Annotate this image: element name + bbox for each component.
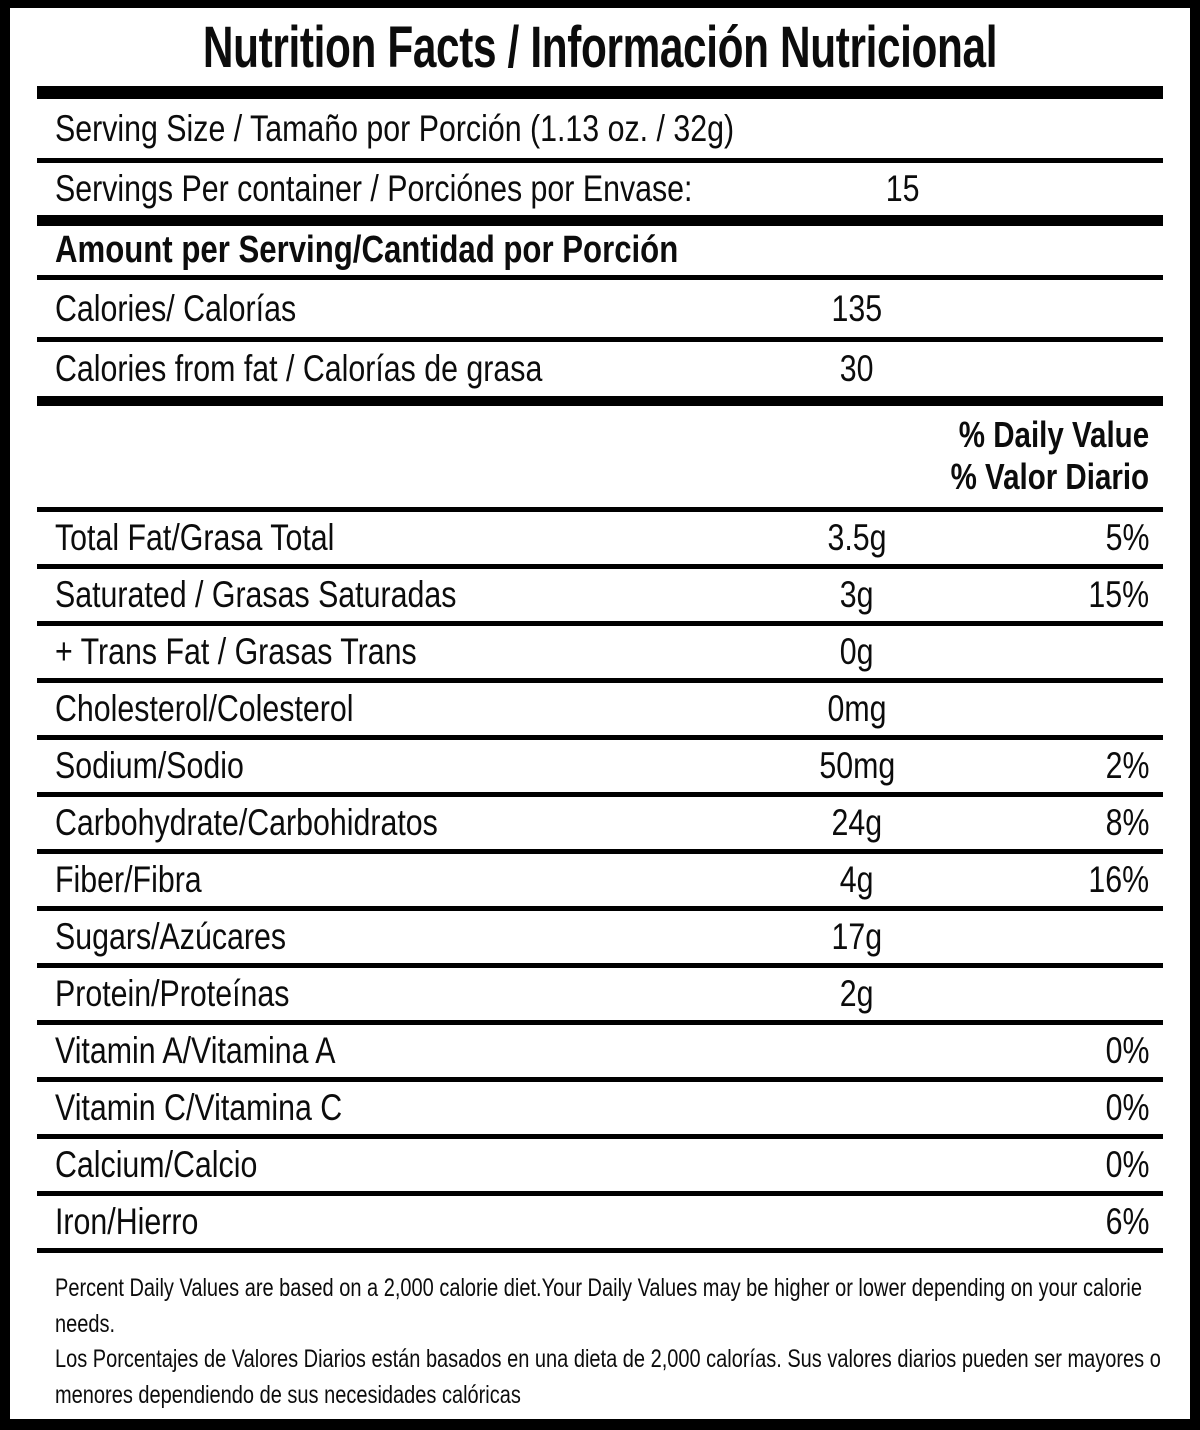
nutrient-amount-cell <box>787 1144 927 1186</box>
nutrient-amount-cell <box>787 916 927 958</box>
calories-from-fat-value: 30 <box>840 348 874 389</box>
nutrient-row <box>37 854 1163 911</box>
nutrient-label: Sodium/Sodio <box>55 745 244 786</box>
nutrient-amount-cell <box>787 688 927 730</box>
nutrient-amount: 0g <box>840 631 874 672</box>
servings-per-container-value: 15 <box>885 168 920 209</box>
title-divider-bar <box>37 86 1163 99</box>
nutrient-daily-value-cell <box>927 1201 1163 1243</box>
servings-per-container-cell <box>37 168 832 210</box>
nutrient-daily-value-cell <box>927 745 1163 787</box>
label-title-row <box>37 8 1163 86</box>
servings-per-container-row <box>37 163 1163 226</box>
nutrient-daily-value-cell <box>927 631 1163 673</box>
nutrient-amount-cell <box>787 517 927 559</box>
nutrient-daily-value-cell <box>927 916 1163 958</box>
nutrient-daily-value-cell <box>927 1144 1163 1186</box>
nutrient-row <box>37 1025 1163 1082</box>
nutrient-label: Vitamin C/Vitamina C <box>55 1087 343 1128</box>
nutrient-amount-cell <box>787 574 927 616</box>
nutrient-label-cell <box>37 916 787 958</box>
nutrient-label: Saturated / Grasas Saturadas <box>55 574 457 615</box>
nutrient-row <box>37 626 1163 683</box>
nutrient-amount-cell <box>787 973 927 1015</box>
nutrient-label-cell <box>37 1201 787 1243</box>
nutrient-label: Fiber/Fibra <box>55 859 202 900</box>
nutrient-row <box>37 512 1163 569</box>
nutrient-row <box>37 569 1163 626</box>
nutrient-label: Cholesterol/Colesterol <box>55 688 354 729</box>
nutrient-amount-cell <box>787 859 927 901</box>
nutrient-label-cell <box>37 973 787 1015</box>
serving-size-cell <box>37 108 883 150</box>
nutrient-daily-value: 8% <box>1105 802 1149 843</box>
nutrient-daily-value: 16% <box>1088 859 1149 900</box>
nutrient-daily-value-cell <box>927 517 1163 559</box>
calories-row <box>37 280 1163 342</box>
amount-per-serving-heading-cell <box>37 229 815 272</box>
nutrient-daily-value: 2% <box>1105 745 1149 786</box>
nutrient-amount-cell <box>787 1087 927 1129</box>
serving-size-row <box>37 99 1163 163</box>
amount-per-serving-heading: Amount per Serving/Cantidad por Porción <box>55 229 679 271</box>
calories-label: Calories/ Calorías <box>55 287 297 329</box>
nutrient-row <box>37 911 1163 968</box>
label-title: Nutrition Facts / Información Nutricional <box>202 14 998 80</box>
nutrient-label-cell <box>37 574 787 616</box>
nutrient-daily-value: 15% <box>1088 574 1149 615</box>
calories-from-fat-label: Calories from fat / Calorías de grasa <box>55 348 543 389</box>
nutrient-amount-cell <box>787 802 927 844</box>
serving-size-label: Serving Size / Tamaño por Porción (1.13 oz. / 32g) <box>55 107 735 149</box>
nutrient-row <box>37 683 1163 740</box>
footnote-spanish: Los Porcentajes de Valores Diarios están basados en una dieta de 2,000 calorías. Sus valores diarios pueden ser mayores o menores dependiendo de sus necesidades calóricas <box>55 1345 1161 1409</box>
nutrient-daily-value: 6% <box>1105 1201 1149 1242</box>
nutrient-label: Total Fat/Grasa Total <box>55 517 335 558</box>
daily-value-header-en: % Daily Value <box>958 414 1149 455</box>
nutrient-daily-value-cell <box>927 1087 1163 1129</box>
nutrient-rows <box>37 512 1163 1253</box>
daily-value-header-es: % Valor Diario <box>950 456 1149 497</box>
servings-per-container-value-cell <box>832 168 972 210</box>
calories-value: 135 <box>831 287 883 329</box>
nutrient-amount: 17g <box>831 916 883 957</box>
nutrient-label-cell <box>37 1144 787 1186</box>
nutrient-label: Iron/Hierro <box>55 1201 199 1242</box>
nutrient-daily-value: 5% <box>1105 517 1149 558</box>
nutrient-label: + Trans Fat / Grasas Trans <box>55 631 417 672</box>
nutrient-row <box>37 1082 1163 1139</box>
amount-per-serving-heading-row <box>37 226 1163 280</box>
nutrient-amount: 2g <box>840 973 874 1014</box>
nutrient-amount: 3g <box>840 574 874 615</box>
nutrient-row <box>37 1139 1163 1196</box>
nutrient-label: Carbohydrate/Carbohidratos <box>55 802 438 843</box>
nutrient-label-cell <box>37 802 787 844</box>
calories-from-fat-row <box>37 342 1163 406</box>
daily-value-header-block <box>37 406 1163 512</box>
footnote-english: Percent Daily Values are based on a 2,000 calorie diet.Your Daily Values may be higher or lower depending on your calorie needs. <box>55 1274 1142 1338</box>
nutrient-daily-value: 0% <box>1105 1087 1149 1128</box>
calories-value-cell <box>787 288 927 330</box>
calories-from-fat-label-cell <box>37 348 787 390</box>
nutrient-label: Vitamin A/Vitamina A <box>55 1030 336 1071</box>
nutrient-label: Protein/Proteínas <box>55 973 290 1014</box>
nutrient-amount: 4g <box>840 859 874 900</box>
nutrient-label-cell <box>37 517 787 559</box>
footnote-block <box>37 1253 1163 1413</box>
nutrient-amount-cell <box>787 745 927 787</box>
nutrient-daily-value-cell <box>927 688 1163 730</box>
nutrient-daily-value-cell <box>927 859 1163 901</box>
nutrient-daily-value-cell <box>927 973 1163 1015</box>
nutrient-daily-value-cell <box>927 802 1163 844</box>
nutrient-row <box>37 797 1163 854</box>
nutrient-label-cell <box>37 688 787 730</box>
calories-from-fat-value-cell <box>787 348 927 390</box>
nutrient-row <box>37 1196 1163 1253</box>
nutrient-amount: 50mg <box>819 745 895 786</box>
nutrient-row <box>37 740 1163 797</box>
nutrient-daily-value: 0% <box>1105 1030 1149 1071</box>
nutrient-amount-cell <box>787 1030 927 1072</box>
nutrient-daily-value-cell <box>927 1030 1163 1072</box>
nutrient-label-cell <box>37 859 787 901</box>
nutrient-label-cell <box>37 1030 787 1072</box>
nutrient-daily-value: 0% <box>1105 1144 1149 1185</box>
nutrient-amount: 0mg <box>827 688 887 729</box>
nutrient-amount-cell <box>787 1201 927 1243</box>
nutrient-daily-value-cell <box>927 574 1163 616</box>
nutrient-label-cell <box>37 1087 787 1129</box>
servings-per-container-label: Servings Per container / Porciónes por Envase: <box>55 168 693 209</box>
nutrient-label-cell <box>37 631 787 673</box>
nutrient-amount: 3.5g <box>827 517 887 558</box>
nutrient-amount: 24g <box>831 802 883 843</box>
nutrient-row <box>37 968 1163 1025</box>
calories-label-cell <box>37 288 787 330</box>
nutrient-label: Calcium/Calcio <box>55 1144 258 1185</box>
nutrient-amount-cell <box>787 631 927 673</box>
nutrient-label-cell <box>37 745 787 787</box>
nutrient-label: Sugars/Azúcares <box>55 916 287 957</box>
